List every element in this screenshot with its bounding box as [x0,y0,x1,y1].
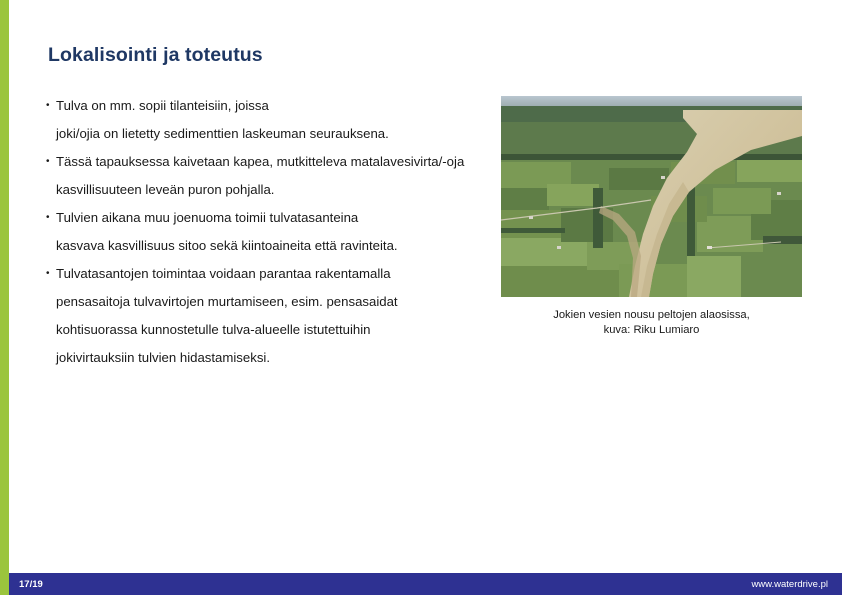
image-caption-line-2: kuva: Riku Lumiaro [603,324,700,336]
bullet-first-line [46,148,496,176]
bullet-first-line [46,260,496,288]
list-item [46,260,496,372]
bullet-continuation-line: pensasaitoja tulvavirtojen murtamiseen, esim. pensasaidat [56,294,398,309]
page-number: 17/19 [19,578,43,590]
list-item [46,204,496,260]
bullet-continuation-line: kohtisuorassa kunnostetulle tulva-alueelle istutettuihin [56,322,371,337]
bullet-dot-icon: • [46,100,50,111]
image-caption [501,308,802,338]
bullet-continuation-line: jokivirtauksiin tulvien hidastamiseksi. [56,350,271,365]
bullet-list [46,92,496,372]
left-accent-bar [0,0,9,595]
footer-url[interactable]: www.waterdrive.pl [751,578,828,590]
bullet-dot-icon: • [46,212,50,223]
bullet-text: Tässä tapauksessa kaivetaan kapea, mutkitteleva matalavesivirta/-oja [56,154,465,169]
page-title: Lokalisointi ja toteutus [48,44,263,66]
image-caption-line-1: Jokien vesien nousu peltojen alaosissa, [553,309,750,321]
bullet-text: Tulvien aikana muu joenuoma toimii tulvatasanteina [56,210,359,225]
bullet-continuation-line: joki/ojia on lietetty sedimenttien laskeuman seurauksena. [56,126,389,141]
bullet-text: Tulva on mm. sopii tilanteisiin, joissa [56,98,269,113]
bullet-text: Tulvatasantojen toimintaa voidaan parantaa rakentamalla [56,266,391,281]
bullet-continuation-line: kasvava kasvillisuus sitoo sekä kiintoaineita että ravinteita. [56,238,398,253]
bullet-first-line [46,204,496,232]
slide-footer [0,573,842,595]
list-item [46,148,496,204]
footer-accent-block [0,573,9,595]
list-item [46,92,496,148]
photo-block [501,96,802,338]
bullet-dot-icon: • [46,268,50,279]
bullet-dot-icon: • [46,156,50,167]
bullet-continuation-line: kasvillisuuteen leveän puron pohjalla. [56,182,275,197]
aerial-photo-flooded-river-image [501,96,802,297]
bullet-first-line [46,92,496,120]
